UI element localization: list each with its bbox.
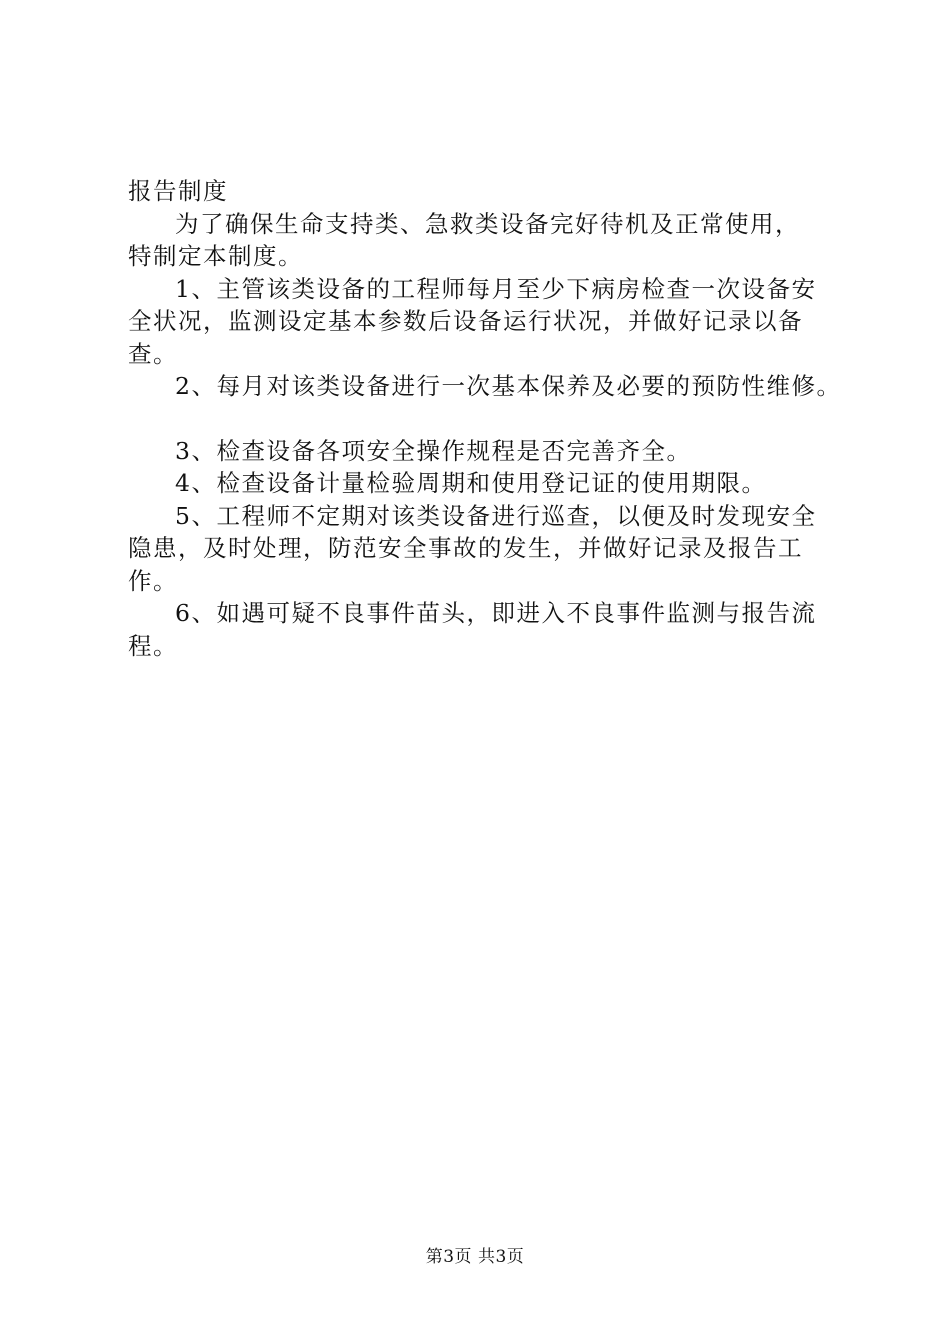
document-title: 报告制度 <box>128 177 228 205</box>
item-3 <box>128 435 848 468</box>
paragraph-gap <box>128 403 848 435</box>
item-4 <box>128 467 848 500</box>
item-3-line-1: 3、检查设备各项安全操作规程是否完善齐全。 <box>175 436 692 465</box>
item-5-line-1: 5、工程师不定期对该类设备进行巡查，以便及时发现安全 <box>175 501 817 530</box>
item-5-line-3: 作。 <box>128 566 178 595</box>
intro-line-2: 特制定本制度。 <box>128 242 303 270</box>
item-1-line-3: 查。 <box>128 339 178 368</box>
item-4-line-1: 4、检查设备计量检验周期和使用登记证的使用期限。 <box>175 469 767 497</box>
item-1 <box>128 273 848 306</box>
intro-line-1: 为了确保生命支持类、急救类设备完好待机及正常使用， <box>175 209 800 238</box>
intro-paragraph <box>128 208 848 241</box>
item-2-line-1: 2、每月对该类设备进行一次基本保养及必要的预防性维修。 <box>175 372 842 400</box>
item-1-line-2: 全状况，监测设定基本参数后设备运行状况，并做好记录以备 <box>128 307 803 335</box>
item-6 <box>128 597 848 630</box>
item-6-line-2: 程。 <box>128 631 178 660</box>
item-5-line-2: 隐患，及时处理，防范安全事故的发生，并做好记录及报告工 <box>128 534 803 562</box>
page-footer: 第3页 共3页 <box>425 1247 525 1267</box>
item-2 <box>128 370 848 403</box>
document-body <box>128 175 848 662</box>
item-6-line-1: 6、如遇可疑不良事件苗头，即进入不良事件监测与报告流 <box>175 599 817 627</box>
item-5 <box>128 500 848 533</box>
item-1-line-1: 1、主管该类设备的工程师每月至少下病房检查一次设备安 <box>175 274 817 303</box>
